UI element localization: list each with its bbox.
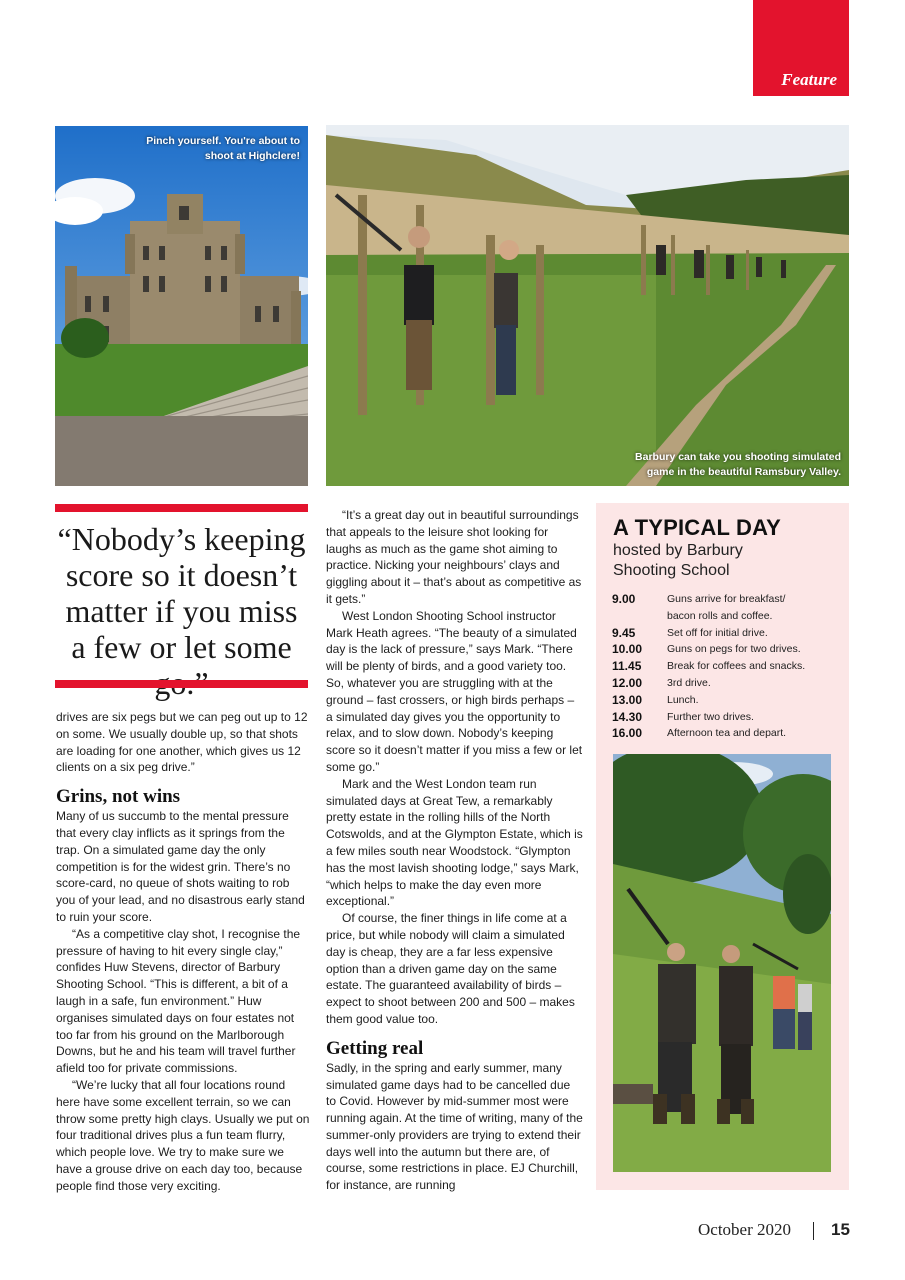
footer-divider [813,1222,814,1240]
schedule-row [612,625,847,642]
schedule-time: 13.00 [612,692,643,707]
schedule-row [612,692,847,709]
paragraph: Mark and the West London team run simulated days at Great Tew, a remarkably pretty estate in the rolling hills of the North Cotswolds, and at the Glympton Estate, which is a few miles south near Woodstock. “Glympton has the most lavish shooting lodge,” says Mark, “which helps to make the day even more exceptional.” [326,776,583,909]
schedule-row [612,658,847,675]
subheading-grins-not-wins: Grins, not wins [56,786,181,808]
section-tab [753,0,849,96]
schedule-time: 10.00 [612,642,643,657]
paragraph: Many of us succumb to the mental pressure that every clay inflicts as it springs from the trap. On a simulated game day the only competition is for the widest grin. There’s no score-card, no queue of shots waiting to rob you of your lead, and no disastrous early stand to ruin your score. [56,809,305,924]
article-column-1 [56,709,310,1195]
schedule-event: Guns on pegs for two drives. [667,643,801,656]
schedule-event: bacon rolls and coffee. [667,609,773,622]
schedule-row [612,608,847,625]
castle-photo [55,126,308,486]
article-column-2 [326,507,583,1194]
schedule-row [612,725,847,742]
schedule-time: 11.45 [612,659,642,674]
schedule-time: 9.00 [612,592,636,606]
schedule-time: 16.00 [612,726,643,741]
paragraph: “It’s a great day out in beautiful surroundings that appeals to the leisure shot looking for laughs as much as the game shot aiming to practice. Nicking your neighbours’ clays and giggling about it – that’s about as competitive as it gets.” [326,508,582,606]
sidebar-title: A TYPICAL DAY [613,515,782,540]
page-number: 15 [831,1220,850,1239]
paragraph: Of course, the finer things in life come at a price, but while nobody will claim a simulated day is cheap, they are a far less expensive option than a driven game day on the same estate. The guaranteed availability of birds – expect to shoot between 200 and 500 – makes them good value too. [326,911,575,1026]
section-label: Feature [781,70,837,89]
paragraph: drives are six pegs but we can peg out up to 12 on some. We usually double up, so that shots are loading for one another, which gives us 12 clients on a six peg drive.” [56,710,308,775]
subheading-getting-real: Getting real [326,1037,424,1059]
pull-quote: “Nobody’s keeping score so it doesn’t matter if you miss a few or let some [57,521,306,665]
schedule-row [612,591,847,608]
schedule-row [612,675,847,692]
schedule-event: Further two drives. [667,710,754,723]
typical-day-sidebar [596,503,849,1190]
schedule-event: Break for coffees and snacks. [667,660,806,673]
schedule-event: 3rd drive. [667,677,711,689]
paragraph: West London Shooting School instructor Mark Heath agrees. “The beauty of a simulated day is the lack of pressure,” says Mark. “There will be plenty of birds, and a good variety too. So, whatever you are struggling with at the ground – fast crossers, or high birds perhaps – a simulated day gives you the opportunity to relax, and to slow down. Nobody’s keeping score so it doesn’t matter if you miss a few or let some go.” [326,608,583,774]
schedule-event: Lunch. [667,693,699,706]
schedule-row [612,709,847,726]
pullquote-rule-top [55,504,308,512]
schedule-event: Set off for initial drive. [667,626,768,639]
paragraph: “As a competitive clay shot, I recognise the pressure of having to hit every single clay,” confides Huw Stevens, director of Barbury Shooting School. “This is different, a bit of a laugh in a safe, fun environment.” Huw organises simulated days on four estates not too far from his ground on the Marlborough Downs, but he and his team will travel further afield too for private commissions. [56,926,301,1076]
schedule-time: 12.00 [612,676,643,690]
schedule-event: Afternoon tea and depart. [667,727,787,740]
valley-photo [326,125,849,486]
paragraph: Sadly, in the spring and early summer, many simulated game days had to be cancelled due to Covid. However by mid-summer most were running again. At the time of writing, many of the summer-only providers are trying to extend their days well into the autumn but there are, of course, some restrictions in place. EJ Churchill, for instance, are running [326,1060,583,1193]
valley-photo-caption: Barbury can take you shooting simulated game in the beautiful Ramsbury Valley. [635,451,841,478]
paragraph: “We’re lucky that all four locations round here have some excellent terrain, so we can throw some pretty high clays. Usually we put on four traditional drives plus a fun team flurry, which people love. We try to make sure we have a grouse drive on each day too, because people find those very exciting. [56,1077,310,1193]
sidebar-subtitle: hosted by Barbury Shooting School [613,542,743,579]
issue-date: October 2020 [698,1220,792,1239]
pullquote-rule-bottom [55,680,308,688]
schedule-row [612,641,847,658]
schedule-event: Guns arrive for breakfast/ [667,593,786,605]
schedule-time: 9.45 [612,625,636,640]
castle-photo-caption: Pinch yourself. You're about to shoot at Highclere! [146,135,300,162]
schedule-time: 14.30 [612,709,643,724]
shooters-photo [613,754,831,1172]
